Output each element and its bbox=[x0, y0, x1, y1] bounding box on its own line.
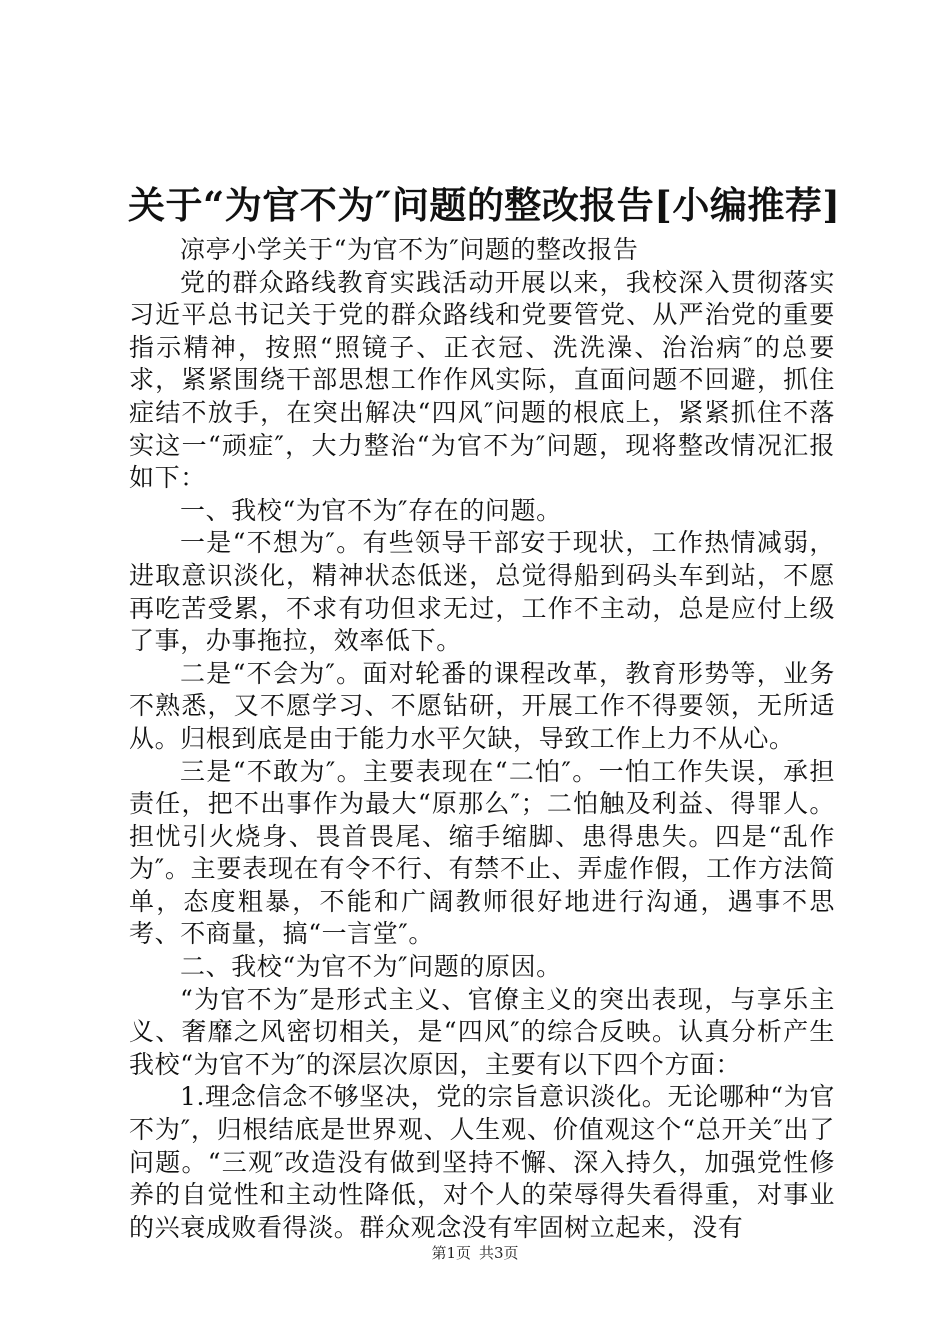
paragraph-intro: 党的群众路线教育实践活动开展以来，我校深入贯彻落实习近平总书记关于党的群众路线和党要管党、从严治党的重要指示精神，按照“照镜子、正衣冠、洗洗澡、治治病″的总要求，紧紧围绕干部思想工作作风实际，直面问题不回避，抓住症结不放手，在突出解决“四风″问题的根底上，紧紧抓住不落实这一“顽症″，大力整治“为官不为″问题，现将整改情况汇报如下： bbox=[129, 267, 835, 493]
section-heading-problems: 一、我校“为官不为″存在的问题。 bbox=[180, 495, 562, 525]
page-number: 第1页 bbox=[431, 1244, 471, 1262]
document-title: 关于“为官不为″问题的整改报告[小编推荐] bbox=[128, 183, 841, 227]
page-total: 共3页 bbox=[479, 1244, 519, 1262]
section-heading-causes: 二、我校“为官不为″问题的原因。 bbox=[180, 952, 562, 982]
paragraph-not-able: 二是“不会为″。面对轮番的课程改革，教育形势等，业务不熟悉，又不愿学习、不愿钻研，开展工作不得要领，无所适从。归根到底是由于能力水平欠缺，导致工作上力不从心。 bbox=[129, 658, 835, 753]
page-footer bbox=[0, 1243, 950, 1263]
document-body bbox=[129, 234, 835, 1244]
paragraph-not-daring: 三是“不敢为″。主要表现在“二怕″。一怕工作失误，承担责任，把不出事作为最大“原那么″；二怕触及利益、得罪人。担忧引火烧身、畏首畏尾、缩手缩脚、患得患失。四是“乱作为″。主要表现在有令不行、有禁不止、弄虚作假，工作方法简单，态度粗暴，不能和广阔教师很好地进行沟通，遇事不思考、不商量，搞“一言堂″。 bbox=[129, 756, 835, 949]
paragraph-cause-1: 1.理念信念不够坚决，党的宗旨意识淡化。无论哪种“为官不为″，归根结底是世界观、人生观、价值观这个“总开关″出了问题。“三观″改造没有做到坚持不懈、深入持久，加强党性修养的自觉性和主动性降低，对个人的荣辱得失看得重，对事业的兴衰成败看得淡。群众观念没有牢固树立起来，没有 bbox=[129, 1082, 835, 1242]
paragraph-causes-intro: “为官不为″是形式主义、官僚主义的突出表现，与享乐主义、奢靡之风密切相关，是“四风″的综合反映。认真分析产生我校“为官不为″的深层次原因，主要有以下四个方面： bbox=[129, 984, 835, 1079]
paragraph-subtitle: 凉亭小学关于“为官不为″问题的整改报告 bbox=[180, 235, 639, 264]
paragraph-not-willing: 一是“不想为″。有些领导干部安于现状，工作热情减弱，进取意识淡化，精神状态低迷，总觉得船到码头车到站，不愿再吃苦受累，不求有功但求无过，工作不主动，总是应付上级了事，办事拖拉，效率低下。 bbox=[129, 528, 835, 656]
